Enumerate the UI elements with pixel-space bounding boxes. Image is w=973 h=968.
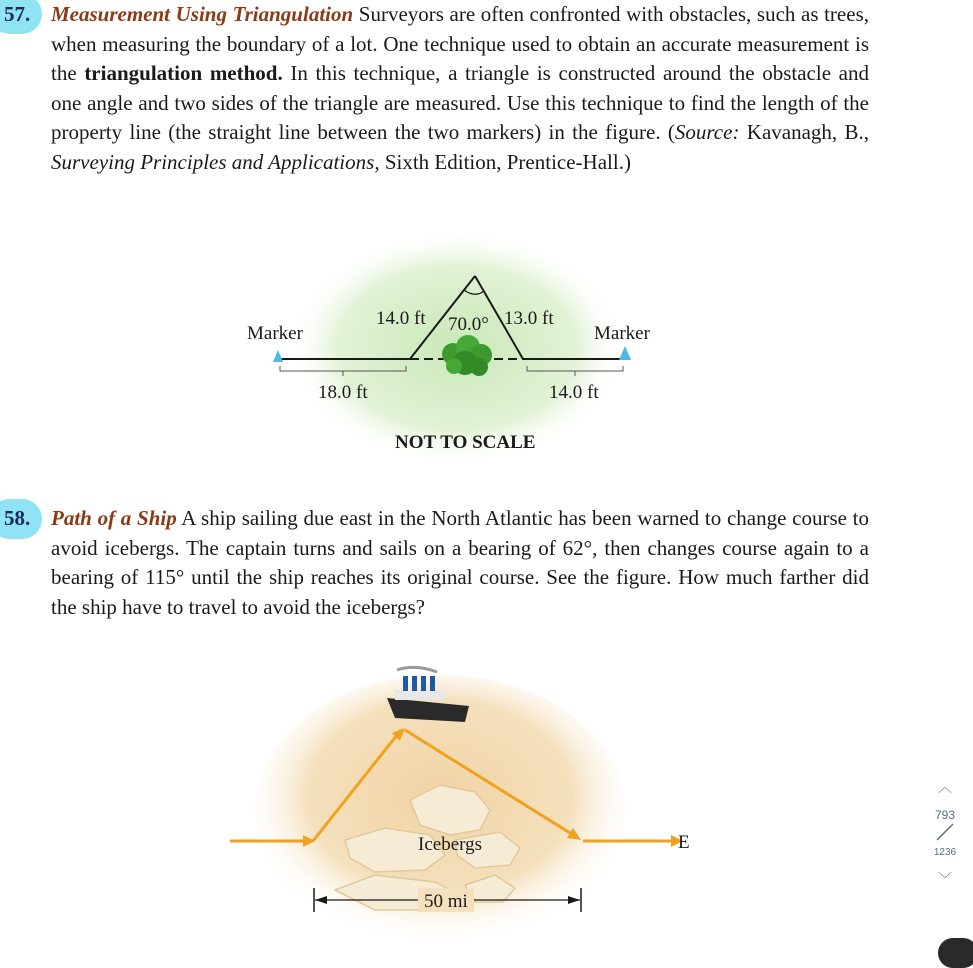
problem-title: Measurement Using Triangulation <box>51 2 354 26</box>
current-page: 793 <box>934 808 956 822</box>
page-divider-icon <box>934 822 956 842</box>
ship-path-figure <box>225 660 705 950</box>
page-indicator <box>925 780 965 886</box>
marker-left-icon <box>273 350 283 362</box>
problem-text: Path of a Ship A ship sailing due east in the North Atlantic has been warned to change course to avoid icebergs. The captain turns and sails on a bearing of 62°, then changes course again to a bearing of 115° until the ship reaches its original course. See the figure. How much farther did the ship have to travel to avoid the icebergs? <box>51 506 870 619</box>
triangulation-figure <box>240 220 670 480</box>
base-right-label: 14.0 ft <box>549 382 599 403</box>
bold-term: triangulation method. <box>84 61 283 86</box>
east-label: E <box>678 832 690 853</box>
problem-title: Path of a Ship <box>51 506 177 530</box>
total-pages: 1236 <box>933 847 957 858</box>
side-right-label: 13.0 ft <box>504 308 554 329</box>
marker-right-label: Marker <box>594 323 650 344</box>
marker-left-label: Marker <box>247 323 303 344</box>
angle-label: 70.0° <box>448 314 489 335</box>
previous-page-icon[interactable]: ︿ <box>938 779 952 795</box>
icebergs-label: Icebergs <box>418 834 483 855</box>
not-to-scale-label: NOT TO SCALE <box>395 432 536 453</box>
corner-badge[interactable] <box>938 938 973 968</box>
side-left-label: 14.0 ft <box>376 308 426 329</box>
base-left-label: 18.0 ft <box>318 382 368 403</box>
problem-number: 57. <box>4 2 31 26</box>
next-page-icon[interactable]: ﹀ <box>938 871 952 887</box>
problem-text: Measurement Using Triangulation Surveyors are often confronted with obstacles, such as trees, when measuring the boundary of a lot. One technique used to obtain an accurate measurement is the triangulation method. In this technique, a triangle is constructed around the obstacle and one angle and two sides of the triangle are measured. Use this technique to find the length of the property line (the straight line between the two markers) in the figure. (Source: Kavanagh, B., Surveying Principles and Applications, Sixth Edition, Prentice-Hall.) <box>51 2 869 174</box>
problem-number: 58. <box>4 506 31 530</box>
distance-label: 50 mi <box>424 891 468 912</box>
